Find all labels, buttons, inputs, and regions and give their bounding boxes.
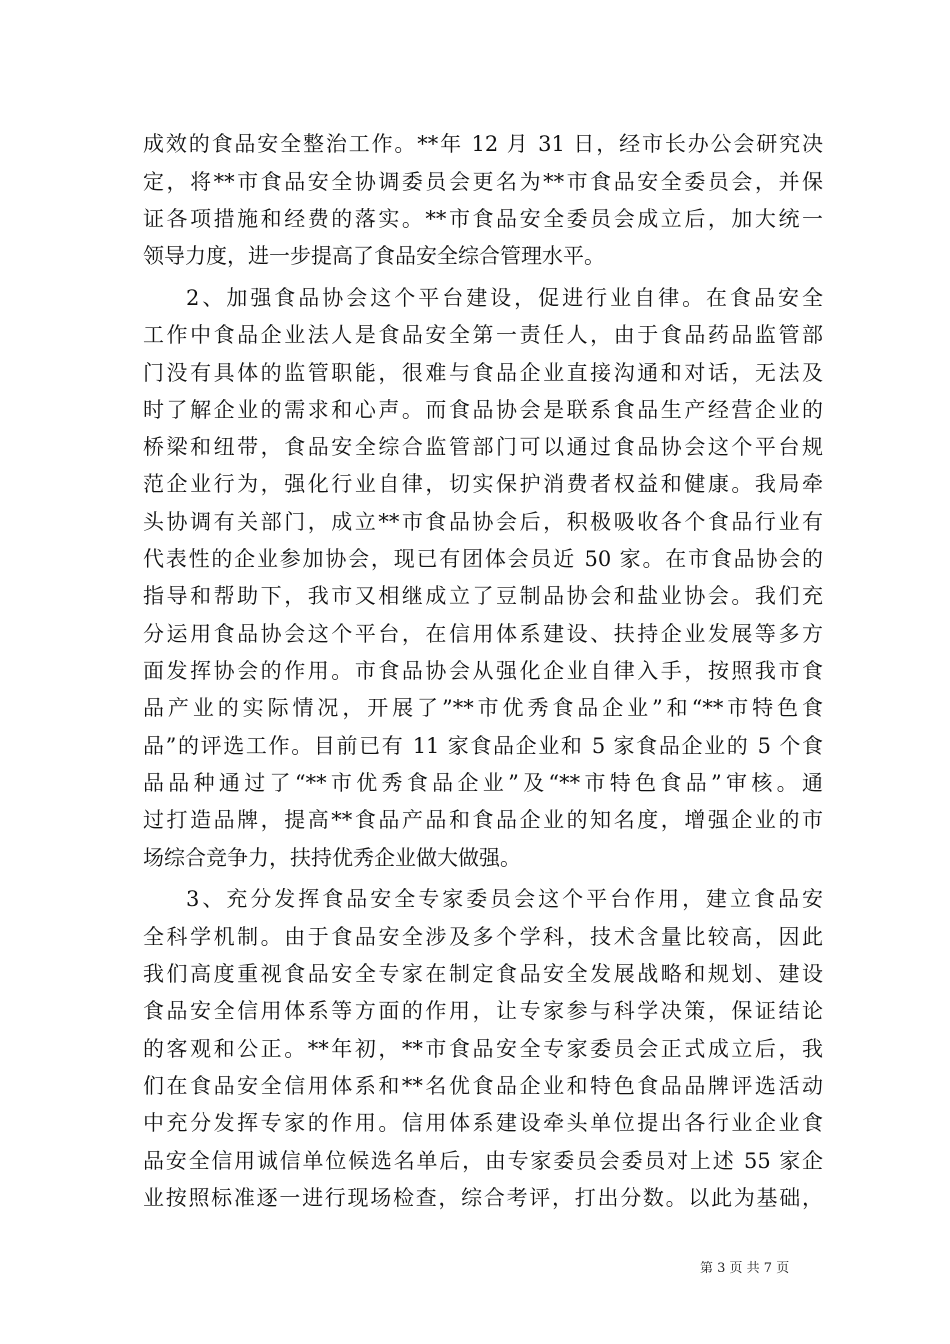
- text-line: 证各项措施和经费的落实。**市食品安全委员会成立后，加大统一: [143, 207, 823, 231]
- text-line: 的客观和公正。**年初，**市食品安全专家委员会正式成立后，我: [143, 1037, 823, 1061]
- text-line: 品安全信用诚信单位候选名单后，由专家委员会委员对上述 55 家企: [143, 1149, 823, 1173]
- text-line: 领导力度，进一步提高了食品安全综合管理水平。: [143, 244, 605, 268]
- text-line: 桥梁和纽带，食品安全综合监管部门可以通过食品协会这个平台规: [143, 435, 823, 459]
- text-line: 品产业的实际情况，开展了”**市优秀食品企业”和“**市特色食: [143, 696, 823, 720]
- text-line: 品”的评选工作。目前已有 11 家食品企业和 5 家食品企业的 5 个食: [143, 734, 823, 758]
- text-line: 过打造品牌，提高**食品产品和食品企业的知名度，增强企业的市: [143, 808, 823, 832]
- text-line: 我们高度重视食品安全专家在制定食品安全发展战略和规划、建设: [143, 962, 823, 986]
- text-line: 中充分发挥专家的作用。信用体系建设牵头单位提出各行业企业食: [143, 1111, 823, 1135]
- text-line: 品品种通过了“**市优秀食品企业”及“**市特色食品”审核。通: [143, 771, 823, 795]
- text-line: 定，将**市食品安全协调委员会更名为**市食品安全委员会，并保: [143, 170, 823, 194]
- text-line: 门没有具体的监管职能，很难与食品企业直接沟通和对话，无法及: [143, 361, 823, 385]
- text-line: 成效的食品安全整治工作。**年 12 月 31 日，经市长办公会研究决: [143, 132, 823, 156]
- text-line: 时了解企业的需求和心声。而食品协会是联系食品生产经营企业的: [143, 398, 823, 422]
- page-number-indicator: 第 3 页 共 7 页: [700, 1261, 790, 1276]
- text-line: 食品安全信用体系等方面的作用，让专家参与科学决策，保证结论: [143, 999, 823, 1023]
- text-line: 们在食品安全信用体系和**名优食品企业和特色食品品牌评选活动: [143, 1074, 823, 1098]
- text-line: 业按照标准逐一进行现场检查，综合考评，打出分数。以此为基础，: [143, 1186, 823, 1210]
- text-line: 头协调有关部门，成立**市食品协会后，积极吸收各个食品行业有: [143, 510, 823, 534]
- text-line: 全科学机制。由于食品安全涉及多个学科，技术含量比较高，因此: [143, 925, 823, 949]
- text-line: 场综合竞争力，扶持优秀企业做大做强。: [143, 846, 521, 870]
- text-line: 3、充分发挥食品安全专家委员会这个平台作用，建立食品安: [186, 887, 823, 911]
- text-line: 面发挥协会的作用。市食品协会从强化企业自律入手，按照我市食: [143, 659, 823, 683]
- text-line: 指导和帮助下，我市又相继成立了豆制品协会和盐业协会。我们充: [143, 584, 823, 608]
- text-line: 工作中食品企业法人是食品安全第一责任人，由于食品药品监管部: [143, 323, 823, 347]
- text-line: 分运用食品协会这个平台，在信用体系建设、扶持企业发展等多方: [143, 622, 823, 646]
- text-line: 代表性的企业参加协会，现已有团体会员近 50 家。在市食品协会的: [143, 547, 823, 571]
- text-line: 2、加强食品协会这个平台建设，促进行业自律。在食品安全: [186, 286, 823, 310]
- text-line: 范企业行为，强化行业自律，切实保护消费者权益和健康。我局牵: [143, 472, 823, 496]
